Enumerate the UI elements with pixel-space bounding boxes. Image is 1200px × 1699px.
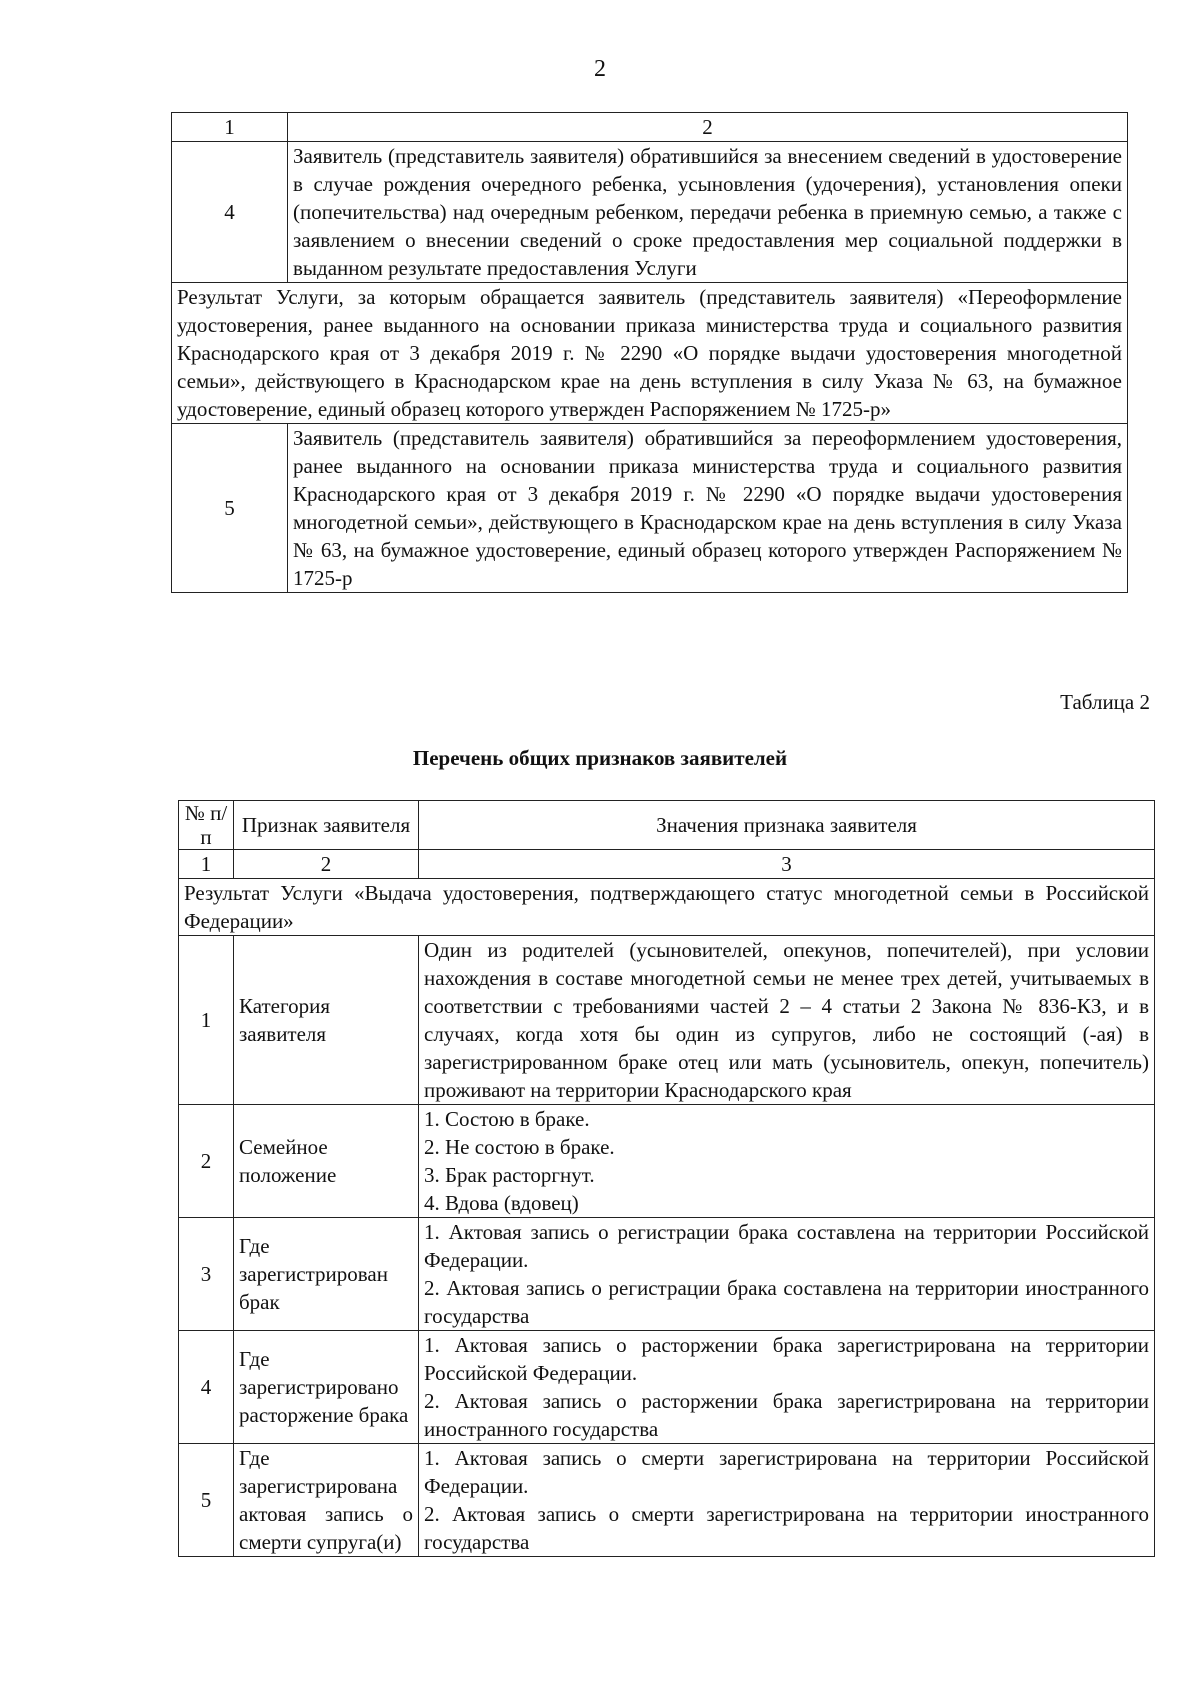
values-cell <box>419 1444 1155 1557</box>
row-number-cell: 2 <box>179 1105 234 1218</box>
value-item: 1. Состою в браке. <box>424 1107 590 1131</box>
value-item: 3. Брак расторгнут. <box>424 1163 595 1187</box>
applicant-description-cell: Заявитель (представитель заявителя) обратившийся за внесением сведений в удостоверение в случае рождения очередного ребенка, усыновления (удочерения), установления опеки (попечительства) над очередным ребенком, передачи ребенка в приемную семью, а также с заявлением о внесении сведений о сроке предоставления мер социальной поддержки в выданном результате предоставления Услуги <box>288 142 1128 283</box>
table-row <box>179 1331 1155 1444</box>
attribute-cell: Категория заявителя <box>234 936 419 1105</box>
row-number-cell: 4 <box>172 142 288 283</box>
column-number-cell: 1 <box>172 113 288 142</box>
value-item: 2. Актовая запись о смерти зарегистрирована на территории иностранного государства <box>424 1502 1149 1554</box>
row-number-cell: 5 <box>179 1444 234 1557</box>
table-1-continuation <box>171 112 1128 593</box>
result-text-cell: Результат Услуги «Выдача удостоверения, подтверждающего статус многодетной семьи в Российской Федерации» <box>179 879 1155 936</box>
applicant-description-cell: Заявитель (представитель заявителя) обратившийся за переоформлением удостоверения, ранее выданного на основании приказа министерства труда и социального развития Краснодарского края от 3 декабря 2019 г. № 2290 «О порядке выдачи удостоверения многодетной семьи», действующего в Краснодарском крае на день вступления в силу Указа № 63, на бумажное удостоверение, единый образец которого утвержден Распоряжением № 1725-р <box>288 424 1128 593</box>
table-row <box>179 1218 1155 1331</box>
value-item: Один из родителей (усыновителей, опекунов, попечителей), при условии нахождения в составе многодетной семьи не менее трех детей, учитываемых в соответствии с требованиями частей 2 – 4 статьи 2 Закона № 836-КЗ, и в случаях, когда хотя бы один из супругов, либо не состоящий (-ая) в зарегистрированном браке отец или мать (усыновитель, опекун, попечитель) проживают на территории Краснодарского края <box>424 938 1149 1102</box>
column-number-cell: 2 <box>288 113 1128 142</box>
column-number-cell: 3 <box>419 850 1155 879</box>
result-row <box>172 283 1128 424</box>
row-number-cell: 4 <box>179 1331 234 1444</box>
row-number-cell: 3 <box>179 1218 234 1331</box>
value-item: 2. Актовая запись о регистрации брака составлена на территории иностранного государства <box>424 1276 1149 1328</box>
table-row <box>179 1105 1155 1218</box>
table-row <box>172 142 1128 283</box>
attribute-cell: Семейное положение <box>234 1105 419 1218</box>
table-row <box>179 1444 1155 1557</box>
table-header-row <box>179 801 1155 850</box>
value-item: 2. Не состою в браке. <box>424 1135 615 1159</box>
value-item: 1. Актовая запись о смерти зарегистрирована на территории Российской Федерации. <box>424 1446 1149 1498</box>
table-row <box>179 936 1155 1105</box>
values-cell <box>419 1105 1155 1218</box>
values-cell <box>419 1331 1155 1444</box>
attribute-cell: Где зарегистрирована актовая запись о смерти супруга(и) <box>234 1444 419 1557</box>
column-header-values: Значения признака заявителя <box>419 801 1155 850</box>
column-number-cell: 1 <box>179 850 234 879</box>
attribute-cell: Где зарегистрировано расторжение брака <box>234 1331 419 1444</box>
page-number: 2 <box>594 56 606 82</box>
values-cell <box>419 936 1155 1105</box>
values-cell <box>419 1218 1155 1331</box>
attribute-cell: Где зарегистрирован брак <box>234 1218 419 1331</box>
table-label: Таблица 2 <box>1060 690 1150 714</box>
column-numbers-row <box>179 850 1155 879</box>
row-number-cell: 1 <box>179 936 234 1105</box>
table-row <box>172 424 1128 593</box>
value-item: 2. Актовая запись о расторжении брака зарегистрирована на территории иностранного государства <box>424 1389 1149 1441</box>
value-item: 1. Актовая запись о расторжении брака зарегистрирована на территории Российской Федерации. <box>424 1333 1149 1385</box>
row-number-cell: 5 <box>172 424 288 593</box>
value-item: 1. Актовая запись о регистрации брака составлена на территории Российской Федерации. <box>424 1220 1149 1272</box>
column-header-attribute: Признак заявителя <box>234 801 419 850</box>
table-header-row <box>172 113 1128 142</box>
column-header-number: № п/п <box>179 801 234 850</box>
column-number-cell: 2 <box>234 850 419 879</box>
result-row <box>179 879 1155 936</box>
applicant-attributes-table <box>178 800 1155 1557</box>
result-text-cell: Результат Услуги, за которым обращается заявитель (представитель заявителя) «Переоформление удостоверения, ранее выданного на основании приказа министерства труда и социального развития Краснодарского края от 3 декабря 2019 г. № 2290 «О порядке выдачи удостоверения многодетной семьи», действующего в Краснодарском крае на день вступления в силу Указа № 63, на бумажное удостоверение, единый образец которого утвержден Распоряжением № 1725-р» <box>172 283 1128 424</box>
table-title: Перечень общих признаков заявителей <box>412 746 788 770</box>
value-item: 4. Вдова (вдовец) <box>424 1191 579 1215</box>
